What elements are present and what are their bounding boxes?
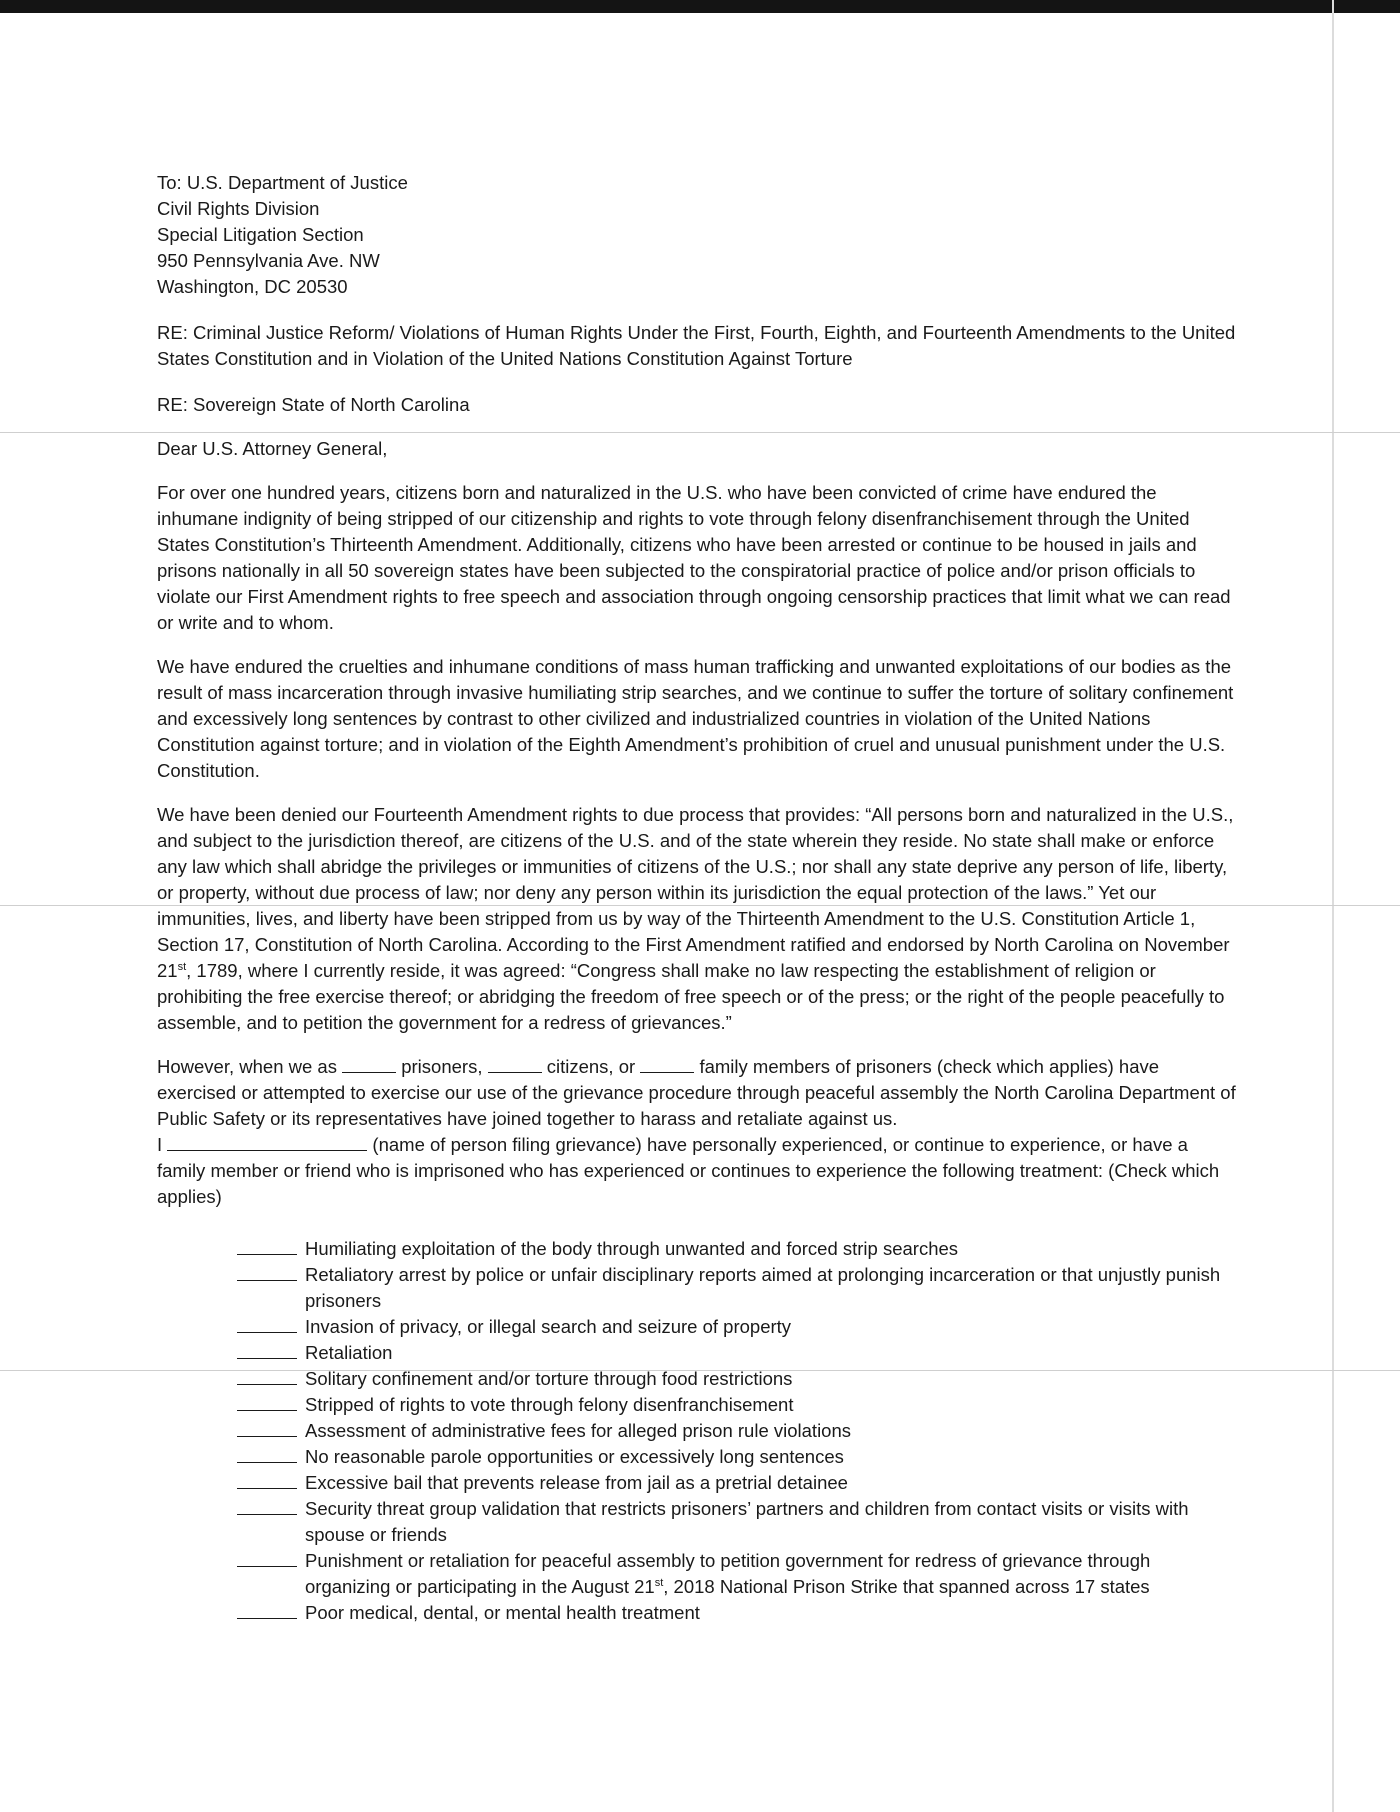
item-text: Retaliation — [305, 1342, 393, 1363]
list-item — [237, 1600, 1237, 1626]
check-blank[interactable] — [237, 1367, 297, 1385]
address-line: To: U.S. Department of Justice — [157, 172, 408, 193]
salutation: Dear U.S. Attorney General, — [157, 438, 388, 459]
paragraph-text: family members of prisoners (check which applies) have exercised or attempted to exercise our use of the grievance procedure through peaceful assembly the North Carolina Department of Public Safety or its representatives have joined together to harass and retaliate against us. — [157, 1056, 1236, 1129]
list-item — [237, 1418, 1237, 1444]
prisoners-blank[interactable] — [342, 1055, 396, 1073]
list-item — [237, 1548, 1237, 1600]
family-members-blank[interactable] — [640, 1055, 694, 1073]
list-item — [237, 1496, 1237, 1548]
address-line: 950 Pennsylvania Ave. NW — [157, 250, 380, 271]
scan-top-edge — [0, 0, 1400, 13]
item-text: No reasonable parole opportunities or excessively long sentences — [305, 1446, 844, 1467]
list-item — [237, 1444, 1237, 1470]
paragraph: For over one hundred years, citizens born and naturalized in the U.S. who have been convicted of crime have endured the inhumane indignity of being stripped of our citizenship and rights to vote through felony disenfranchisement through the United States Constitution’s Thirteenth Amendment. Additionally, citizens who have been arrested or continue to be housed in jails and prisons nationally in all 50 sovereign states have been subjected to the conspiratorial practice of police and/or prison officials to violate our First Amendment rights to free speech and association through ongoing censorship practices that limit what we can read or write and to whom. — [157, 482, 1231, 633]
paragraph-text: I — [157, 1134, 168, 1155]
check-blank[interactable] — [237, 1263, 297, 1281]
citizens-blank[interactable] — [488, 1055, 542, 1073]
paragraph-checkboxes — [157, 1054, 1237, 1210]
letter-body — [157, 170, 1237, 1626]
list-item — [237, 1236, 1237, 1262]
paragraph-text: We have been denied our Fourteenth Amendment rights to due process that provides: “All persons born and naturalized in the U.S., and subject to the jurisdiction thereof, are citizens of the U.S. and of the state wherein they reside. No state shall make or enforce any law which shall abridge the privileges or immunities of citizens of the U.S.; nor shall any state deprive any person of life, liberty, or property, without due process of law; nor deny any person within its jurisdiction the equal protection of the laws.” Yet our immunities, lives, and liberty have been stripped from us by way of the Thirteenth Amendment to the U.S. Constitution Article 1, Section 17, Constitution of North Carolina. According to the First Amendment ratified and endorsed by North Carolina on November 21 — [157, 804, 1234, 981]
superscript: st — [177, 960, 187, 973]
item-text: Security threat group validation that restricts prisoners’ partners and children from contact visits or visits with spouse or friends — [305, 1498, 1189, 1545]
subject-line-state: RE: Sovereign State of North Carolina — [157, 394, 470, 415]
name-blank[interactable] — [167, 1133, 367, 1151]
address-line: Washington, DC 20530 — [157, 276, 348, 297]
check-blank[interactable] — [237, 1315, 297, 1333]
item-text: Poor medical, dental, or mental health treatment — [305, 1602, 700, 1623]
address-line: Civil Rights Division — [157, 198, 320, 219]
paragraph-text: However, when we as — [157, 1056, 343, 1077]
list-item — [237, 1366, 1237, 1392]
item-text: Assessment of administrative fees for alleged prison rule violations — [305, 1420, 852, 1441]
paragraph — [157, 802, 1237, 1036]
item-text: Humiliating exploitation of the body through unwanted and forced strip searches — [305, 1238, 959, 1259]
address-line: Special Litigation Section — [157, 224, 364, 245]
item-text: Stripped of rights to vote through felony disenfranchisement — [305, 1394, 794, 1415]
list-item — [237, 1470, 1237, 1496]
paragraph-text: citizens, or — [541, 1056, 641, 1077]
check-blank[interactable] — [237, 1393, 297, 1411]
superscript: st — [654, 1576, 664, 1589]
check-blank[interactable] — [237, 1445, 297, 1463]
check-blank[interactable] — [237, 1549, 297, 1567]
recipient-address — [157, 170, 1237, 300]
check-blank[interactable] — [237, 1601, 297, 1619]
check-blank[interactable] — [237, 1471, 297, 1489]
list-item — [237, 1314, 1237, 1340]
item-text: Solitary confinement and/or torture through food restrictions — [305, 1368, 793, 1389]
paragraph-text: , 1789, where I currently reside, it was agreed: “Congress shall make no law respecting the establishment of religion or prohibiting the free exercise thereof; or abridging the freedom of free speech or of the press; or the right of the people peacefully to assemble, and to petition the government for a redress of grievances.” — [157, 960, 1225, 1033]
paragraph: We have endured the cruelties and inhumane conditions of mass human trafficking and unwanted exploitations of our bodies as the result of mass incarceration through invasive humiliating strip searches, and we continue to suffer the torture of solitary confinement and excessively long sentences by contrast to other civilized and industrialized countries in violation of the United Nations Constitution against torture; and in violation of the Eighth Amendment’s prohibition of cruel and unusual punishment under the U.S. Constitution. — [157, 656, 1234, 781]
list-item — [237, 1392, 1237, 1418]
subject-line: RE: Criminal Justice Reform/ Violations of Human Rights Under the First, Fourth, Eighth, and Fourteenth Amendments to the United States Constitution and in Violation of the United Nations Constitution Against Torture — [157, 322, 1236, 369]
check-blank[interactable] — [237, 1497, 297, 1515]
paragraph-text: prisoners, — [396, 1056, 488, 1077]
paragraph-text: (name of person filing grievance) have personally experienced, or continue to experience, or have a family member or friend who is imprisoned who has experienced or continues to experience the following treatment: (Check which applies) — [157, 1134, 1220, 1207]
item-text: , 2018 National Prison Strike that spanned across 17 states — [663, 1576, 1150, 1597]
check-blank[interactable] — [237, 1341, 297, 1359]
item-text: Excessive bail that prevents release from jail as a pretrial detainee — [305, 1472, 848, 1493]
item-text: Retaliatory arrest by police or unfair disciplinary reports aimed at prolonging incarceration or that unjustly punish prisoners — [305, 1264, 1221, 1311]
list-item — [237, 1262, 1237, 1314]
treatment-checklist — [237, 1236, 1237, 1626]
item-text: Invasion of privacy, or illegal search and seizure of property — [305, 1316, 792, 1337]
fold-line-vertical — [1332, 0, 1334, 1812]
list-item — [237, 1340, 1237, 1366]
item-text: Punishment or retaliation for peaceful assembly to petition government for redress of grievance through organizing or participating in the August 21 — [305, 1550, 1151, 1597]
check-blank[interactable] — [237, 1237, 297, 1255]
check-blank[interactable] — [237, 1419, 297, 1437]
